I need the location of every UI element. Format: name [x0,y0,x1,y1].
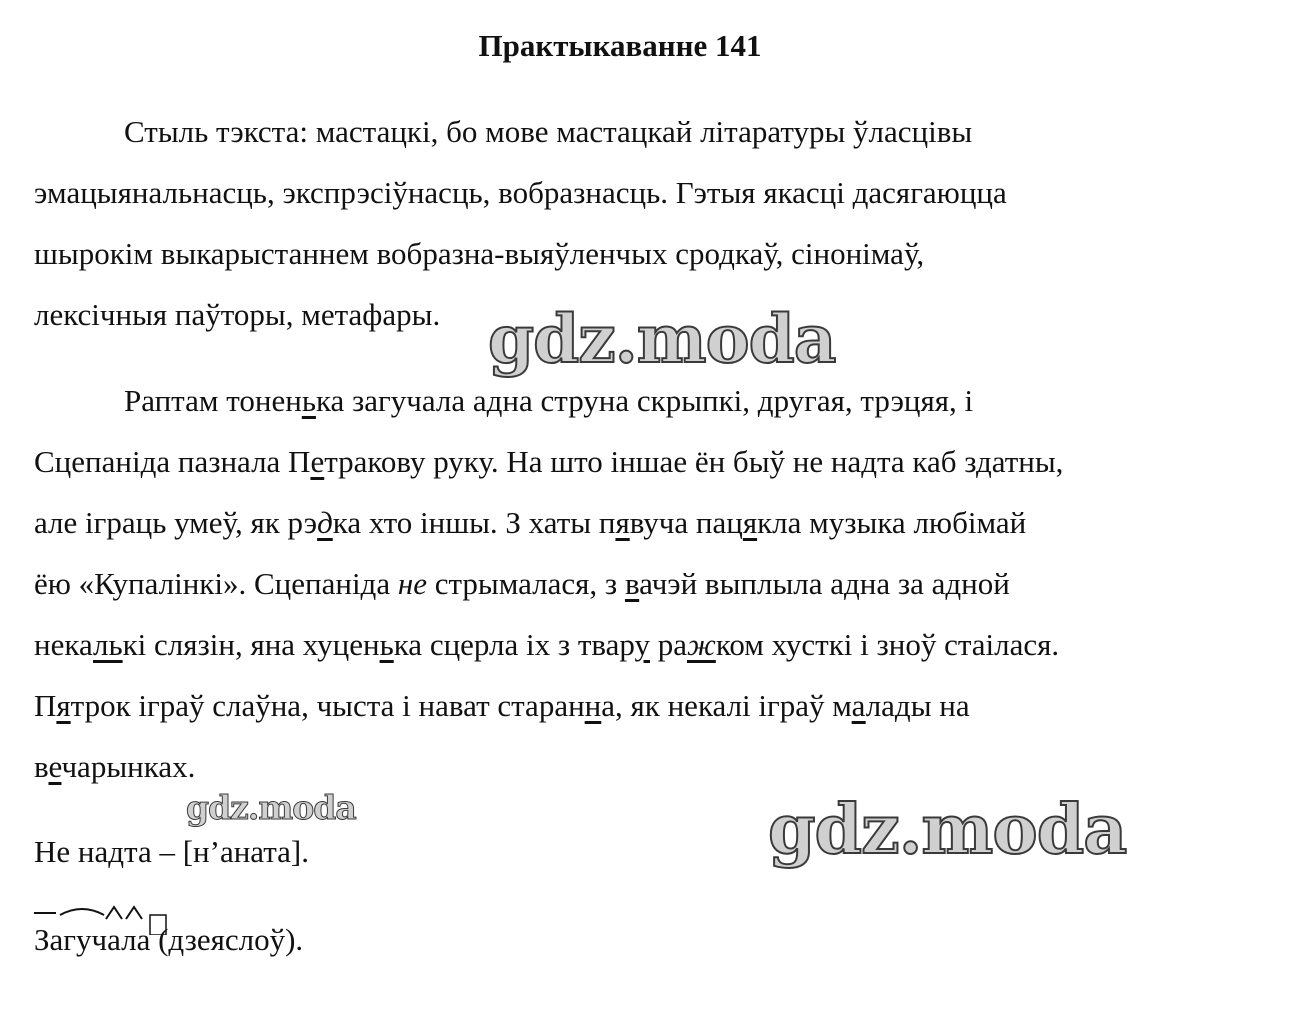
paragraph-2-line-3 [34,505,1026,541]
text: вуча пац [629,505,743,540]
underlined-letter: я [615,505,630,540]
analyzed-word: Загучала [34,922,151,957]
underlined-letter: ь [379,627,394,662]
underlined-letter: у [634,627,650,662]
underlined-letter: е [310,444,325,479]
text: в [34,749,49,784]
text: ком хусткі і зноў стаілася. [715,627,1060,662]
underlined-letter: ж [687,627,716,662]
text: тракову руку. На што іншае ён быў не надта каб здатны, [324,444,1064,479]
paragraph-1-line-3: шырокім выкарыстаннем вобразна-выяўленчых сродкаў, сінонімаў, [34,236,925,271]
italic-word: не [397,566,427,601]
text: ка хто іншы. З хаты п [332,505,616,540]
paragraph-2-line-4 [34,566,1010,602]
text: П [34,688,57,723]
text: трок іграў слаўна, чыста і нават старан [70,688,585,723]
paragraph-1-line-2: эмацыянальнасць, экспрэсіўнасць, вобразнасць. Гэтыя якасці дасягаюцца [34,175,1007,210]
paragraph-2-line-1 [124,383,973,419]
text: ёю «Купалінкі». Сцепаніда [34,566,398,601]
text: кла музыка любімай [757,505,1027,540]
text: стрымалася, з [426,566,625,601]
word-part-note: (дзеяслоў). [150,922,304,957]
text: ка сцерла іх з твар [393,627,635,662]
underlined-letter: н [584,688,602,723]
text: Сцепаніда пазнала П [34,444,311,479]
watermark-logo: gdz.moda [186,788,356,827]
text: ачэй выплыла адна за адной [639,566,1010,601]
watermark-logo: gdz.moda [768,790,1127,870]
paragraph-2-line-2 [34,444,1063,480]
text: нека [34,627,93,662]
paragraph-2-line-6 [34,688,970,724]
underlined-letter: е [48,749,62,784]
watermark-logo: gdz.moda [488,300,836,378]
phonetic-transcription: Не надта – [н’аната]. [34,834,310,869]
text: Раптам тонен [124,383,302,418]
underlined-letter: я [742,505,758,540]
text: але іграць умеў, як рэ [34,505,318,540]
paragraph-1-line-4: лексічныя паўторы, метафары. [34,297,441,332]
underlined-letter: ь [301,383,316,418]
text: ка загучала адна струна скрыпкі, другая, трэцяя, і [315,383,974,418]
underlined-letter: а [851,688,866,723]
text: кі слязін, яна хуцен [122,627,380,662]
underlined-letter: д [317,505,333,540]
text: а, як некалі іграў м [601,688,852,723]
underlined-letter: в [624,566,640,601]
underlined-letter: я [56,688,71,723]
paragraph-1-line-1: Стыль тэкста: мастацкі, бо мове мастацкай літаратуры ўласцівы [124,114,973,149]
paragraph-2-line-7 [34,749,195,785]
underlined-letters: ль [92,627,123,662]
page-title: Практыкаванне 141 [478,28,762,63]
paragraph-2-line-5 [34,627,1059,663]
text: ра [649,627,687,662]
text: чарынках. [61,749,196,784]
text: лады на [865,688,970,723]
morpheme-marks-icon [34,905,174,935]
